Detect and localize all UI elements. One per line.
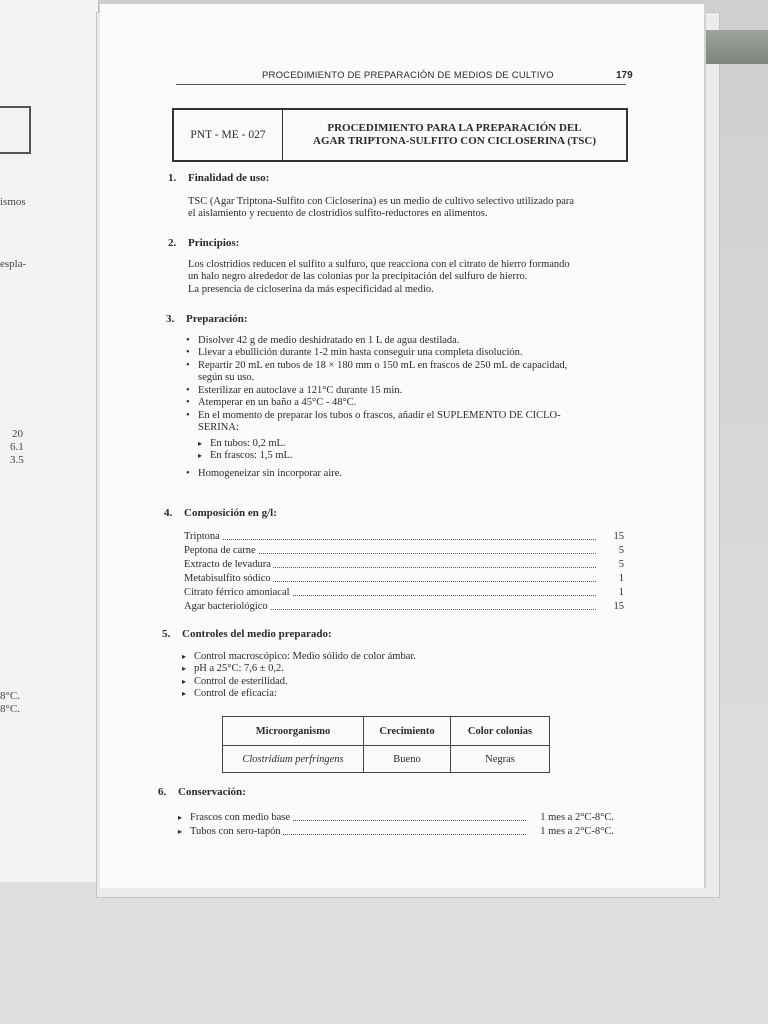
ingredient-name: Extracto de levadura [184, 559, 271, 570]
ingredient-value: 1 [618, 587, 624, 598]
left-page-box [0, 106, 31, 154]
section-text: TSC (Agar Triptona-Sulfito con Cicloserina) es un medio de cultivo selectivo utilizado para [188, 195, 575, 207]
ingredient-value: 15 [613, 531, 624, 542]
document-page [100, 4, 706, 888]
section-preparacion [186, 313, 626, 480]
ingredient-name: Agar bacteriológico [184, 601, 268, 612]
section-heading: Finalidad de uso: [188, 172, 270, 184]
section-text: un halo negro alrededor de las colonias por la precipitación del sulfuro de hierro. [188, 271, 528, 282]
list-item: ▸ pH a 25°C: 7,6 ± 0,2. [182, 663, 622, 676]
section-heading: Preparación: [186, 313, 248, 325]
list-item: ▸ Control de esterilidad. [182, 676, 622, 689]
storage-value: 1 mes a 2°C-8°C. [540, 826, 614, 837]
running-header [176, 70, 633, 85]
composition-row [184, 573, 624, 586]
ingredient-value: 5 [618, 559, 624, 570]
storage-row [178, 826, 614, 839]
storage-label: Frascos con medio base [190, 812, 291, 823]
table-cell: Bueno [364, 746, 451, 773]
list-item: • Atemperar en un baño a 45°C - 48°C. [186, 397, 626, 410]
list-item: • Repartir 20 mL en tubos de 18 × 180 mm o 150 mL en frascos de 250 mL de capacidad, [186, 360, 626, 373]
section-controles [182, 628, 622, 701]
preparation-list [186, 468, 626, 481]
procedure-code: PNT - ME - 027 [174, 110, 283, 160]
table-cell: Clostridium perfringens [223, 746, 364, 773]
table-header: Color colonias [451, 717, 550, 746]
header-title: PROCEDIMIENTO DE PREPARACIÓN DE MEDIOS DE CULTIVO [262, 70, 554, 81]
left-fragment: 8°C. [0, 690, 20, 702]
section-number: 2. [168, 237, 177, 249]
table-header: Microorganismo [223, 717, 364, 746]
table-header-row [223, 717, 550, 746]
ingredient-value: 1 [618, 573, 624, 584]
dot-leader [184, 539, 596, 540]
section-number: 5. [162, 628, 171, 640]
left-fragment: 3.5 [10, 454, 24, 466]
list-item: • En el momento de preparar los tubos o frascos, añadir el SUPLEMENTO DE CICLO- [186, 410, 626, 423]
storage-value: 1 mes a 2°C-8°C. [540, 812, 614, 823]
composition-row [184, 601, 624, 614]
left-fragment: ismos [0, 196, 26, 208]
section-number: 6. [158, 786, 167, 798]
list-item: • Disolver 42 g de medio deshidratado en 1 L de agua destilada. [186, 335, 626, 348]
ingredient-value: 5 [618, 545, 624, 556]
section-composicion [184, 507, 624, 521]
ingredient-name: Triptona [184, 531, 220, 542]
ingredient-value: 15 [613, 601, 624, 612]
binder-clip [700, 30, 768, 64]
list-item: • Llevar a ebullición durante 1-2 min hasta conseguir una completa disolución. [186, 347, 626, 360]
list-item-continuation: según su uso. [198, 372, 255, 383]
arrow-bullet-icon: ▸ [178, 813, 183, 822]
procedure-title-box [172, 108, 628, 162]
procedure-title-line: PROCEDIMIENTO PARA LA PREPARACIÓN DEL [327, 122, 582, 134]
procedure-title [283, 110, 626, 160]
page-number: 179 [616, 70, 633, 81]
section-heading: Principios: [188, 237, 240, 249]
left-facing-page [0, 0, 99, 882]
section-finalidad [188, 172, 628, 221]
section-number: 1. [168, 172, 177, 184]
preparation-list [186, 385, 626, 423]
section-heading: Controles del medio preparado: [182, 628, 332, 640]
section-number: 4. [164, 507, 173, 519]
sub-list-item: ▸ En tubos: 0,2 mL. [198, 438, 626, 451]
composition-row [184, 545, 624, 558]
sub-list-item: ▸ En frascos: 1,5 mL. [198, 450, 626, 463]
composition-row [184, 587, 624, 600]
table-cell: Negras [451, 746, 550, 773]
controls-list [182, 651, 622, 701]
left-fragment: espla- [0, 258, 27, 270]
ingredient-name: Peptona de carne [184, 545, 256, 556]
section-conservacion [178, 786, 618, 800]
arrow-bullet-icon: ▸ [178, 827, 183, 836]
composition-row [184, 531, 624, 544]
left-fragment: 20 [12, 428, 23, 440]
ingredient-name: Metabisulfito sódico [184, 573, 271, 584]
list-item-continuation: SERINA: [198, 422, 239, 433]
procedure-title-line: AGAR TRIPTONA-SULFITO CON CICLOSERINA (TSC) [313, 135, 596, 147]
list-item: ▸ Control macroscópico: Medio sólido de color ámbar. [182, 651, 622, 664]
section-text: Los clostridios reducen el sulfito a sulfuro, que reacciona con el citrato de hierro formando [188, 258, 570, 270]
list-item: ▸ Control de eficacia: [182, 688, 622, 701]
section-text: el aislamiento y recuento de clostridios sulfito-reductores en alimentos. [188, 208, 488, 219]
storage-label: Tubos con sero-tapón [190, 826, 281, 837]
section-principios [188, 237, 628, 296]
section-heading: Conservación: [178, 786, 246, 798]
list-item: • Esterilizar en autoclave a 121°C durante 15 min. [186, 385, 626, 398]
table-header: Crecimiento [364, 717, 451, 746]
supplement-sublist [198, 438, 626, 463]
list-item: • Homogeneizar sin incorporar aire. [186, 468, 626, 481]
section-heading: Composición en g/l: [184, 507, 277, 519]
section-number: 3. [166, 313, 175, 325]
storage-row [178, 812, 614, 825]
section-text: La presencia de cicloserina da más especificidad al medio. [188, 283, 434, 295]
ingredient-name: Citrato férrico amoniacal [184, 587, 290, 598]
left-fragment: 6.1 [10, 441, 24, 453]
left-fragment: 8°C. [0, 703, 20, 715]
composition-row [184, 559, 624, 572]
preparation-list [186, 335, 626, 373]
table-row [223, 746, 550, 773]
efficacy-table [222, 716, 550, 773]
